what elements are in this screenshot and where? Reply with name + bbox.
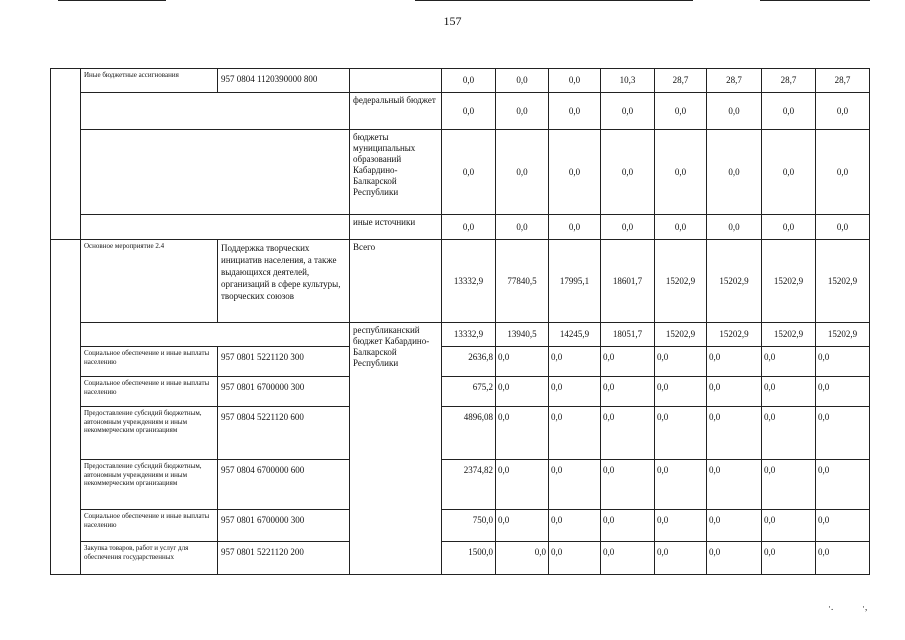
row-label: Социальное обеспечение и иные выплаты населению (80, 376, 218, 407)
scan-mark: ·. (828, 602, 834, 612)
value-cell: 0,0 (548, 214, 601, 240)
value-cell: 0,0 (495, 92, 549, 130)
value-cell: 0,0 (600, 509, 655, 542)
value-cell: 0,0 (548, 509, 601, 542)
value-cell: 0,0 (761, 92, 816, 130)
value-cell: 0,0 (441, 68, 496, 93)
value-cell: 0,0 (441, 129, 496, 215)
value-cell: 0,0 (441, 214, 496, 240)
value-cell: 0,0 (654, 214, 707, 240)
row-label: Социальное обеспечение и иные выплаты населению (80, 509, 218, 542)
left-margin-cell (50, 239, 81, 575)
value-cell: 0,0 (706, 541, 762, 575)
event-description: Поддержка творческих инициатив населения, а также выдающихся деятелей, организаций в сфере культуры, творческих союзов (217, 239, 350, 323)
value-cell: 0,0 (654, 541, 707, 575)
value-cell: 0,0 (600, 92, 655, 130)
value-cell: 28,7 (815, 68, 870, 93)
value-cell: 0,0 (654, 509, 707, 542)
row-label: Предоставление субсидий бюджетным, автономным учреждениям и иным некоммерческим организациям (80, 406, 218, 460)
empty-cell (80, 92, 350, 130)
value-cell: 0,0 (548, 459, 601, 510)
value-cell: 13332,9 (441, 239, 496, 323)
value-cell: 0,0 (654, 406, 707, 460)
value-cell: 0,0 (495, 129, 549, 215)
value-cell: 0,0 (654, 129, 707, 215)
left-margin-cell (50, 68, 81, 240)
value-cell: 750,0 (441, 509, 496, 542)
value-cell: 0,0 (815, 214, 870, 240)
value-cell: 15202,9 (761, 322, 816, 347)
value-cell: 0,0 (600, 459, 655, 510)
value-cell: 0,0 (815, 459, 870, 510)
value-cell: 0,0 (495, 541, 549, 575)
value-cell: 0,0 (495, 214, 549, 240)
budget-code: 957 0804 6700000 600 (217, 459, 350, 510)
value-cell: 0,0 (495, 346, 549, 377)
value-cell: 0,0 (548, 129, 601, 215)
value-cell: 0,0 (761, 406, 816, 460)
value-cell: 0,0 (600, 214, 655, 240)
value-cell: 0,0 (654, 376, 707, 407)
budget-code: 957 0804 1120390000 800 (217, 68, 350, 93)
value-cell: 0,0 (706, 346, 762, 377)
value-cell: 18051,7 (600, 322, 655, 347)
value-cell: 0,0 (600, 346, 655, 377)
value-cell: 15202,9 (706, 322, 762, 347)
value-cell: 0,0 (654, 346, 707, 377)
budget-code: 957 0804 5221120 600 (217, 406, 350, 460)
scan-mark: ·, (862, 602, 868, 612)
value-cell: 0,0 (706, 459, 762, 510)
value-cell: 15202,9 (706, 239, 762, 323)
value-cell: 0,0 (815, 406, 870, 460)
value-cell: 28,7 (706, 68, 762, 93)
funding-source (349, 68, 442, 93)
value-cell: 18601,7 (600, 239, 655, 323)
value-cell: 0,0 (761, 459, 816, 510)
value-cell: 10,3 (600, 68, 655, 93)
value-cell: 0,0 (654, 459, 707, 510)
value-cell: 0,0 (548, 346, 601, 377)
value-cell: 0,0 (761, 346, 816, 377)
empty-cell (80, 322, 350, 347)
value-cell: 0,0 (761, 214, 816, 240)
funding-source: республиканский бюджет Кабардино-Балкарской Республики (349, 322, 442, 575)
value-cell: 0,0 (495, 376, 549, 407)
value-cell: 15202,9 (815, 322, 870, 347)
value-cell: 17995,1 (548, 239, 601, 323)
value-cell: 0,0 (548, 68, 601, 93)
value-cell: 13940,5 (495, 322, 549, 347)
value-cell: 77840,5 (495, 239, 549, 323)
value-cell: 0,0 (815, 541, 870, 575)
value-cell: 0,0 (548, 376, 601, 407)
value-cell: 14245,9 (548, 322, 601, 347)
value-cell: 0,0 (815, 509, 870, 542)
value-cell: 0,0 (706, 406, 762, 460)
value-cell: 0,0 (548, 92, 601, 130)
value-cell: 0,0 (600, 406, 655, 460)
row-label: Предоставление субсидий бюджетным, автономным учреждениям и иным некоммерческим организациям (80, 459, 218, 510)
value-cell: 0,0 (495, 459, 549, 510)
value-cell: 0,0 (706, 129, 762, 215)
funding-source: иные источники (349, 214, 442, 240)
value-cell: 28,7 (654, 68, 707, 93)
budget-code: 957 0801 5221120 200 (217, 541, 350, 575)
value-cell: 2636,8 (441, 346, 496, 377)
value-cell: 0,0 (761, 509, 816, 542)
value-cell: 0,0 (761, 129, 816, 215)
value-cell: 0,0 (441, 92, 496, 130)
funding-source: бюджеты муниципальных образований Кабардино-Балкарской Республики (349, 129, 442, 215)
row-label: Иные бюджетные ассигнования (80, 68, 218, 93)
value-cell: 15202,9 (654, 239, 707, 323)
value-cell: 0,0 (815, 376, 870, 407)
value-cell: 0,0 (761, 541, 816, 575)
value-cell: 0,0 (761, 376, 816, 407)
value-cell: 0,0 (600, 541, 655, 575)
value-cell: 15202,9 (815, 239, 870, 323)
value-cell: 1500,0 (441, 541, 496, 575)
funding-source: Всего (349, 239, 442, 323)
value-cell: 28,7 (761, 68, 816, 93)
value-cell: 2374,82 (441, 459, 496, 510)
value-cell: 0,0 (495, 509, 549, 542)
budget-code: 957 0801 6700000 300 (217, 376, 350, 407)
funding-source: федеральный бюджет (349, 92, 442, 130)
value-cell: 0,0 (548, 406, 601, 460)
value-cell: 0,0 (815, 346, 870, 377)
value-cell: 0,0 (706, 509, 762, 542)
value-cell: 0,0 (706, 214, 762, 240)
value-cell: 0,0 (654, 92, 707, 130)
value-cell: 0,0 (548, 541, 601, 575)
value-cell: 0,0 (495, 68, 549, 93)
value-cell: 4896,08 (441, 406, 496, 460)
budget-code: 957 0801 5221120 300 (217, 346, 350, 377)
value-cell: 0,0 (815, 129, 870, 215)
value-cell: 13332,9 (441, 322, 496, 347)
row-label: Основное мероприятие 2.4 (80, 239, 218, 323)
value-cell: 0,0 (495, 406, 549, 460)
page-number: 157 (443, 14, 462, 28)
value-cell: 0,0 (706, 376, 762, 407)
value-cell: 675,2 (441, 376, 496, 407)
value-cell: 15202,9 (761, 239, 816, 323)
row-label: Социальное обеспечение и иные выплаты населению (80, 346, 218, 377)
empty-cell (80, 214, 350, 240)
value-cell: 15202,9 (654, 322, 707, 347)
value-cell: 0,0 (600, 129, 655, 215)
value-cell: 0,0 (600, 376, 655, 407)
row-label: Закупка товаров, работ и услуг для обеспечения государственных (80, 541, 218, 575)
value-cell: 0,0 (815, 92, 870, 130)
empty-cell (80, 129, 350, 215)
budget-code: 957 0801 6700000 300 (217, 509, 350, 542)
value-cell: 0,0 (706, 92, 762, 130)
